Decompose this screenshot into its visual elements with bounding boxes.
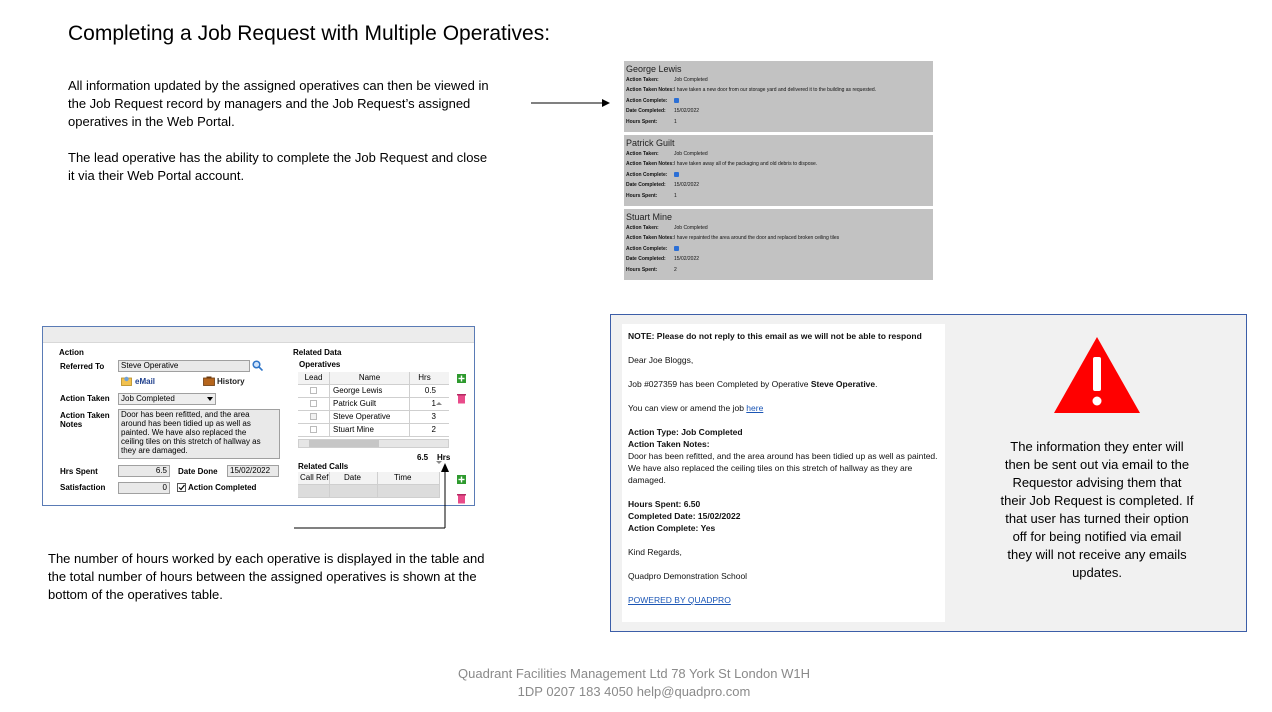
history-icon[interactable] (203, 376, 215, 386)
horizontal-scrollbar[interactable] (298, 439, 449, 448)
operative-hrs-cell: 2 (431, 425, 436, 434)
total-hours-unit: Hrs (437, 453, 451, 462)
operatives-header: Operatives (299, 360, 341, 369)
action-taken-row: Action Taken: Job Completed (626, 77, 708, 83)
search-icon[interactable] (252, 360, 263, 371)
table-row[interactable] (298, 385, 449, 398)
operatives-table (298, 372, 449, 448)
email-notes-label: Action Taken Notes: (628, 439, 710, 449)
related-data-header: Related Data (293, 348, 342, 357)
intro-paragraph: All information updated by the assigned operatives can then be viewed in the Job Request record by managers and the Job Request’s assigned operatives in the Web Portal. (68, 78, 489, 129)
related-calls-header: Related Calls (298, 462, 349, 471)
checkbox-checked-icon (674, 172, 679, 177)
add-call-icon[interactable] (457, 475, 466, 484)
action-completed-label: Action Completed (188, 483, 257, 492)
date-completed-row: Date Completed: 15/02/2022 (626, 108, 700, 115)
table-row[interactable] (298, 424, 449, 437)
arrow-right-icon (530, 96, 612, 110)
email-note: NOTE: Please do not reply to this email as we will not be able to respond (628, 331, 922, 341)
hrs-spent-field[interactable]: 6.5 (118, 465, 170, 477)
operative-card (624, 209, 933, 280)
operative-hrs-cell: 1 (431, 399, 436, 408)
operative-hrs-cell: 0.5 (424, 386, 436, 395)
operatives-table-header (298, 372, 449, 385)
operative-card (624, 61, 933, 132)
email-notes-line: We have also replaced the ceiling tiles on this stretch of hallway as they are damaged. (628, 463, 913, 485)
history-link[interactable]: History (217, 377, 245, 386)
date-done-field[interactable]: 15/02/2022 (227, 465, 279, 477)
email-view-line: You can view or amend the job here (628, 403, 764, 413)
action-notes-label: Action Taken Notes (60, 411, 110, 429)
column-header-lead: Lead (298, 372, 330, 384)
email-regards: Kind Regards, (628, 547, 682, 557)
footer-address: Quadrant Facilities Management Ltd 78 York St London W1H (458, 666, 810, 681)
footer-contact: 1DP 0207 183 4050 help@quadpro.com (517, 684, 751, 699)
hours-spent-row: Hours Spent: 2 (626, 266, 677, 273)
email-notes-line: Door has been refitted, and the area around has been tidied up as well as painted. (628, 451, 938, 461)
satisfaction-field[interactable]: 0 (118, 482, 170, 494)
email-hours-spent: Hours Spent: 6.50 (628, 499, 701, 509)
table-row[interactable] (298, 411, 449, 424)
action-notes-row: Action Taken Notes:I have taken a new door from our storage yard and delivered it to the building as requested. (626, 87, 877, 94)
checkbox-checked-icon (674, 98, 679, 103)
satisfaction-label: Satisfaction (60, 483, 106, 492)
operative-hrs-cell: 3 (431, 412, 436, 421)
callout-connector (290, 460, 452, 532)
checkbox-checked-icon (674, 246, 679, 251)
lead-operative-paragraph: The lead operative has the ability to complete the Job Request and close it via their Web Portal account. (68, 150, 488, 183)
operative-name: George Lewis (626, 64, 682, 74)
hours-spent-row: Hours Spent: 1 (626, 192, 677, 199)
lead-checkbox[interactable] (310, 426, 317, 433)
lead-checkbox[interactable] (310, 400, 317, 407)
referred-to-label: Referred To (60, 362, 105, 371)
email-icon[interactable] (121, 376, 132, 386)
email-here-link[interactable]: here (746, 403, 764, 413)
hours-spent-row: Hours Spent: 1 (626, 118, 677, 125)
operative-name-cell: Patrick Guilt (330, 398, 410, 410)
date-done-label: Date Done (178, 467, 218, 476)
action-taken-label: Action Taken (60, 394, 110, 403)
total-hours-value: 6.5 (417, 453, 429, 462)
hrs-spent-label: Hrs Spent (60, 467, 98, 476)
email-completed-line: Job #027359 has been Completed by Operative Steve Operative. (628, 379, 878, 389)
email-action-complete: Action Complete: Yes (628, 523, 716, 533)
date-completed-row: Date Completed: 15/02/2022 (626, 256, 700, 263)
email-explanation: The information they enter will then be sent out via email to the Requestor advising them that their Job Request is completed. If that user has turned their option off for being notified via email they will not receive any emails updates. (1000, 439, 1194, 580)
column-header-date: Date (330, 472, 378, 484)
form-toolbar (43, 327, 474, 343)
warning-icon (1052, 335, 1142, 415)
email-completed-date: Completed Date: 15/02/2022 (628, 511, 741, 521)
action-completed-checkbox[interactable] (177, 483, 186, 492)
email-action-type: Action Type: Job Completed (628, 427, 743, 437)
action-section-header: Action (59, 348, 84, 357)
email-school: Quadpro Demonstration School (628, 571, 748, 581)
email-notification-panel (610, 314, 1247, 632)
column-header-call-ref: Call Ref (300, 473, 329, 482)
action-notes-row: Action Taken Notes:I have taken away all of the packaging and old debris to dispose. (626, 161, 818, 168)
action-taken-row: Action Taken: Job Completed (626, 151, 708, 157)
operative-card (624, 135, 933, 206)
action-complete-row: Action Complete: (624, 96, 933, 106)
chevron-down-icon (207, 397, 213, 401)
operative-name-cell: Steve Operative (330, 411, 410, 423)
operative-name: Stuart Mine (626, 212, 673, 222)
action-taken-select[interactable]: Job Completed (118, 393, 216, 405)
footer (0, 665, 1268, 701)
referred-to-field[interactable]: Steve Operative (118, 360, 250, 372)
table-row[interactable] (298, 398, 449, 411)
column-header-name: Name (330, 372, 410, 384)
lead-checkbox[interactable] (310, 387, 317, 394)
add-operative-icon[interactable] (457, 374, 466, 383)
hours-explanation: The number of hours worked by each operative is displayed in the table and the total number of hours between the assigned operatives is shown at the bottom of the operatives table. (48, 551, 485, 602)
powered-by-link[interactable]: POWERED BY QUADPRO (628, 595, 731, 605)
delete-call-icon[interactable] (457, 493, 466, 504)
email-greeting: Dear Joe Bloggs, (628, 355, 694, 365)
operative-name-cell: Stuart Mine (330, 424, 410, 436)
action-taken-row: Action Taken: Job Completed (626, 225, 708, 231)
email-body (622, 324, 945, 622)
delete-operative-icon[interactable] (457, 393, 466, 404)
slide-title: Completing a Job Request with Multiple Operatives: (68, 22, 551, 45)
operative-name: Patrick Guilt (626, 138, 675, 148)
action-complete-row: Action Complete: (624, 170, 933, 180)
action-notes-row: Action Taken Notes:I have repainted the area around the door and replaced broken ceiling tiles (626, 235, 840, 242)
column-header-time: Time (378, 472, 440, 484)
operative-name-cell: George Lewis (330, 385, 410, 397)
action-notes-textarea[interactable]: Door has been refitted, and the area around has been tidied up as well as painted. We have also replaced the ceiling tiles on this stretch of hallway as they are damaged. (118, 409, 280, 459)
date-completed-row: Date Completed: 15/02/2022 (626, 182, 700, 189)
lead-checkbox[interactable] (310, 413, 317, 420)
email-link[interactable]: eMail (135, 377, 156, 386)
action-complete-row: Action Complete: (624, 244, 933, 254)
column-header-hrs: Hrs (418, 373, 431, 382)
